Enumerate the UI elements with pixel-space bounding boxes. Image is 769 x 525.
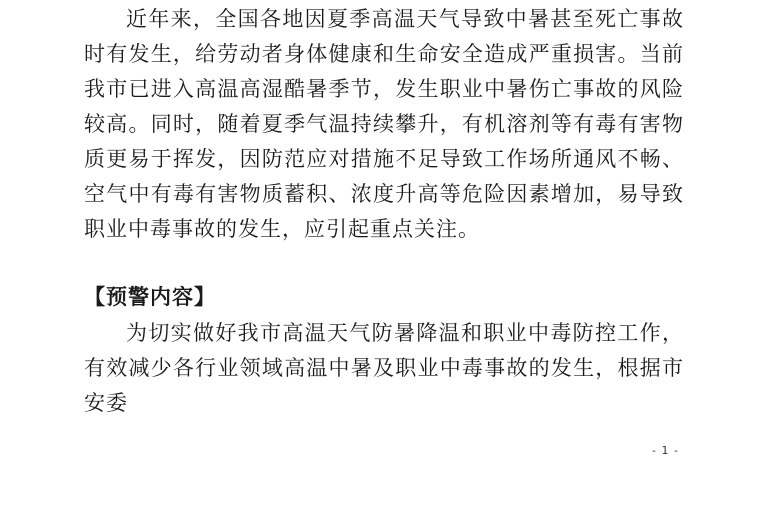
body-paragraph-1: 近年来，全国各地因夏季高温天气导致中暑甚至死亡事故时有发生，给劳动者身体健康和生命安全造成严重损害。当前我市已进入高温高湿酷暑季节，发生职业中暑伤亡事故的风险较高。同时，随着夏季气温持续攀升，有机溶剂等有毒有害物质更易于挥发，因防范应对措施不足导致工作场所通风不畅、空气中有毒有害物质蓄积、浓度升高等危险因素增加，易导致职业中毒事故的发生，应引起重点关注。 [84,7,684,241]
section-heading: 【预警内容】 [84,285,216,309]
page-number: - 1 - [652,444,679,457]
body-paragraph-2: 为切实做好我市高温天气防暑降温和职业中毒防控工作，有效减少各行业领域高温中暑及职业中毒事故的发生，根据市安委 [84,321,684,415]
